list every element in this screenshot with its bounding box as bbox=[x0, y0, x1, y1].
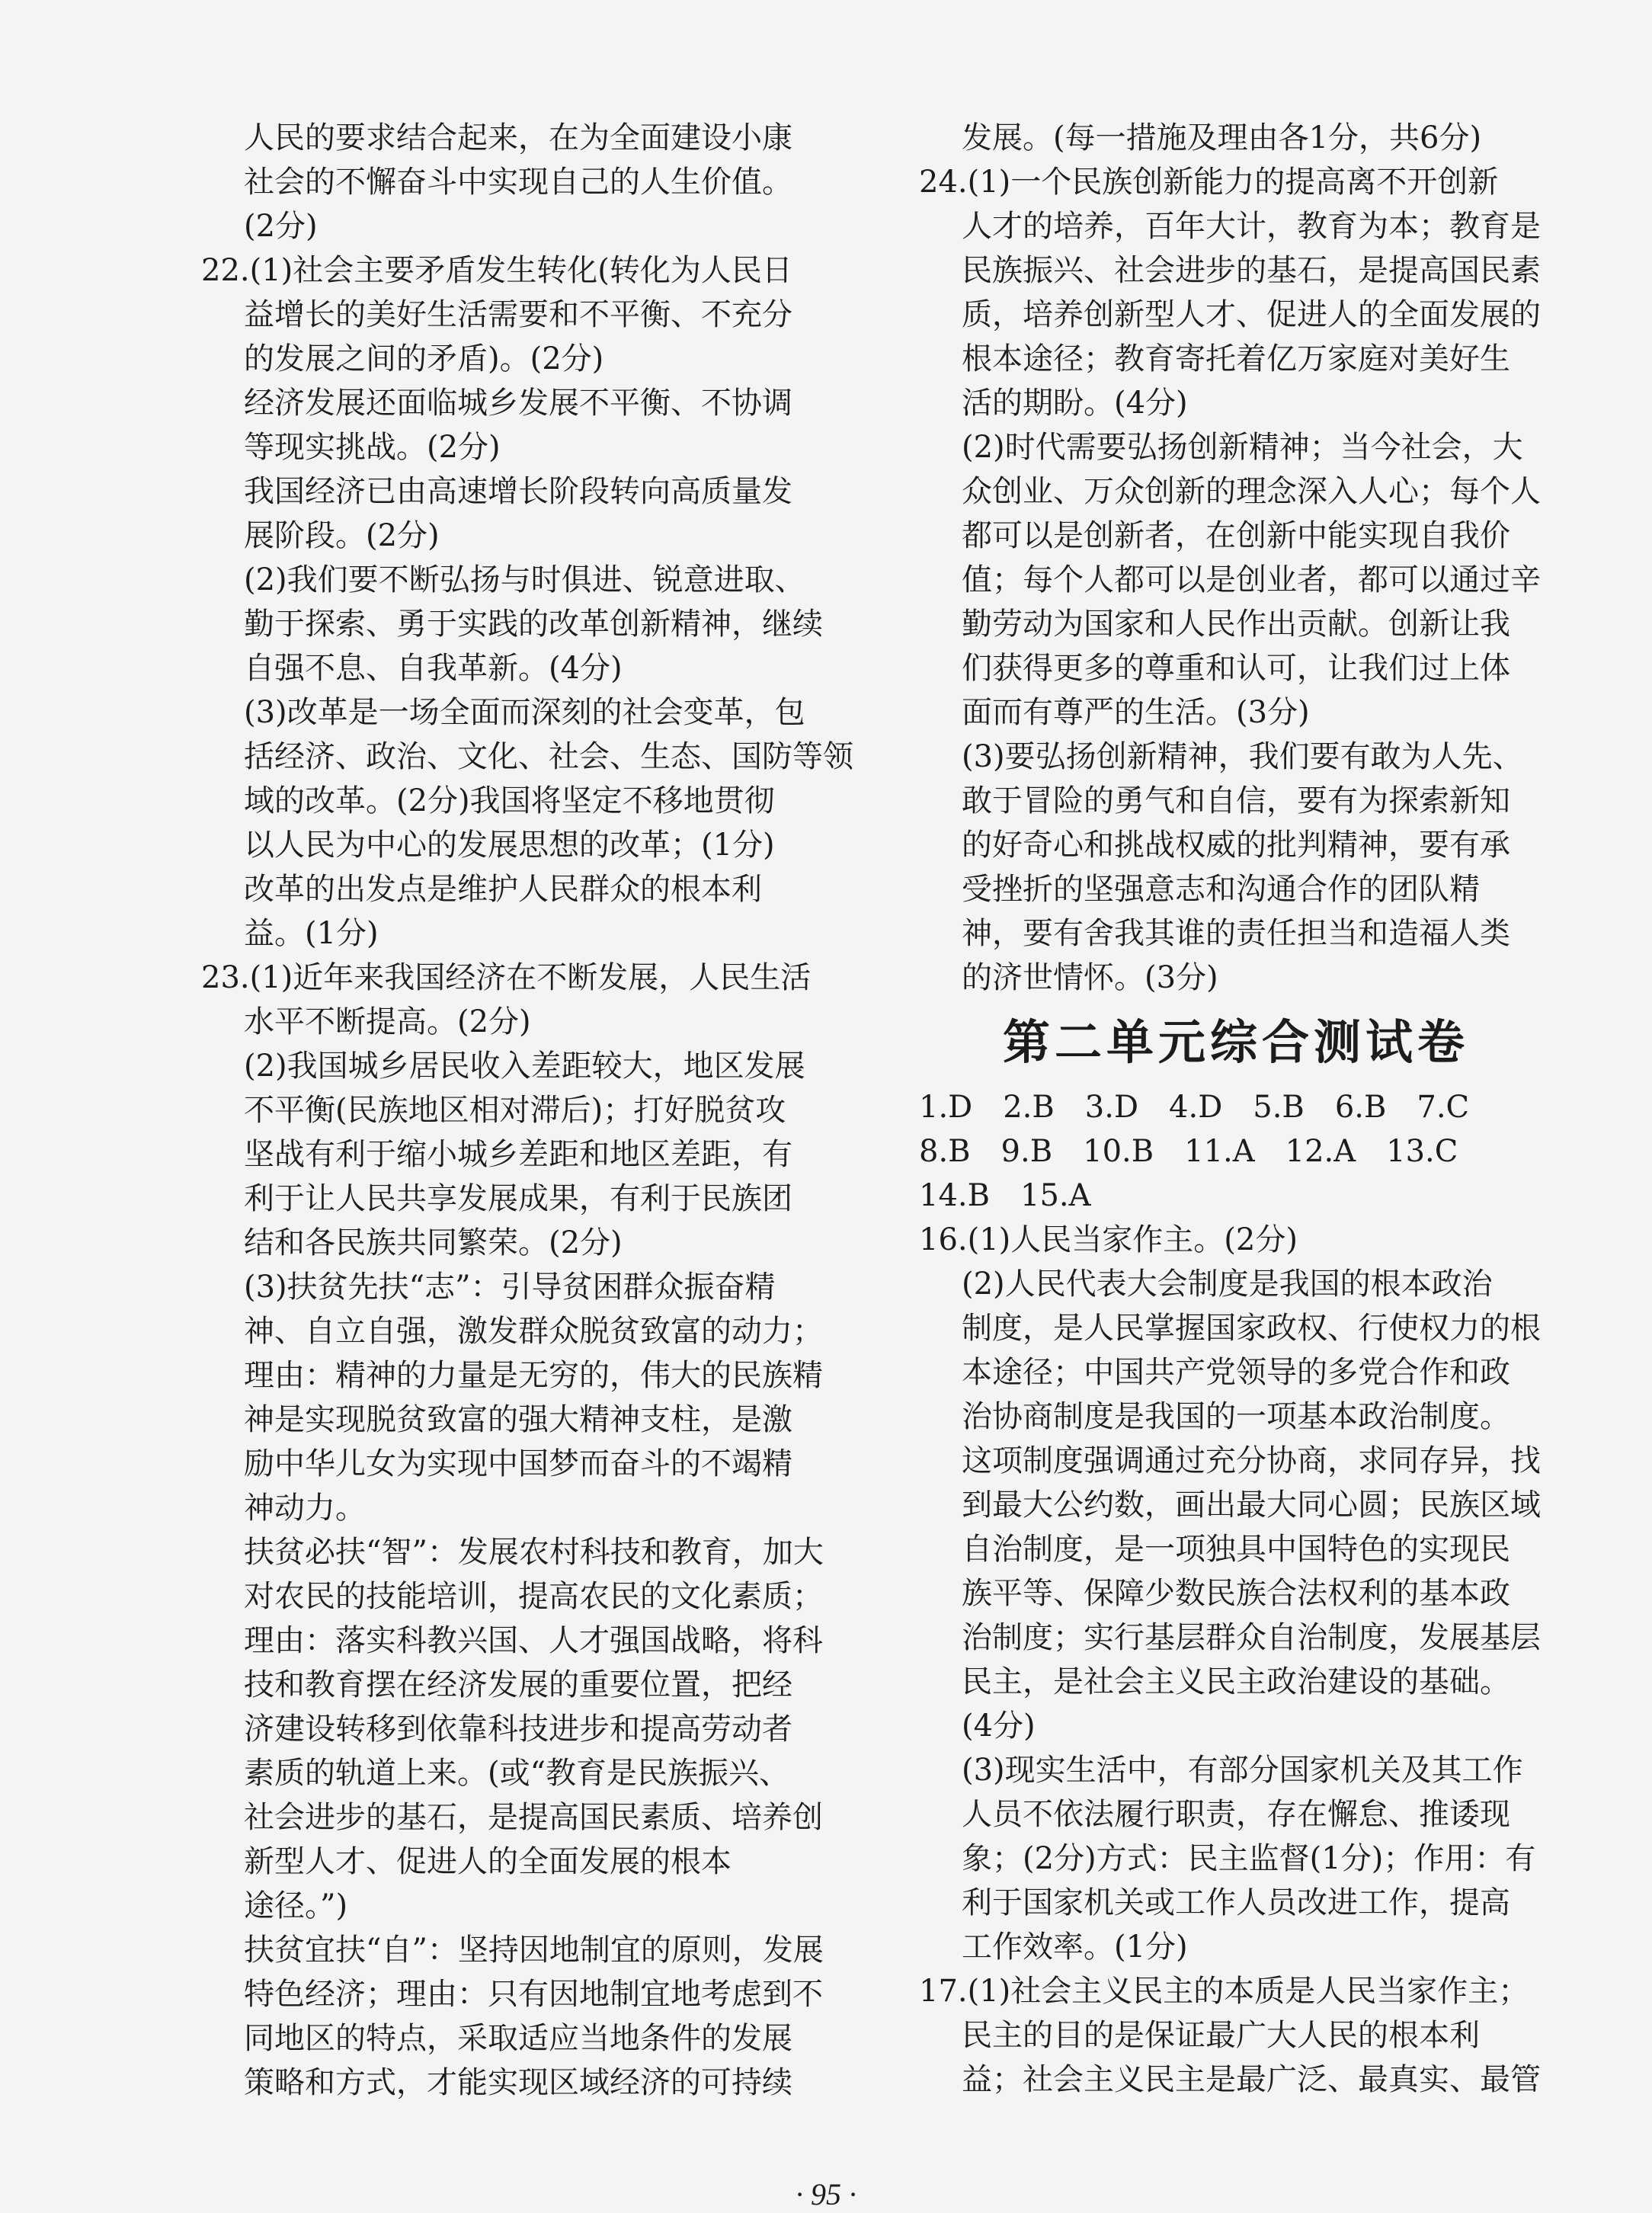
answer-line: 括经济、政治、文化、社会、生态、国防等领 bbox=[244, 739, 853, 774]
answer-line: 社会的不懈奋斗中实现自己的人生价值。 bbox=[244, 165, 792, 200]
answer-line: 益。(1分) bbox=[244, 916, 379, 951]
answer-line: 族平等、保障少数民族合法权利的基本政 bbox=[962, 1576, 1510, 1611]
answer-line: 改革的出发点是维护人民群众的根本利 bbox=[244, 872, 762, 907]
answer-line: 等现实挑战。(2分) bbox=[244, 430, 501, 465]
answer-line: 的好奇心和挑战权威的批判精神，要有承 bbox=[962, 828, 1510, 863]
answer-line: 人民的要求结合起来，在为全面建设小康 bbox=[244, 120, 792, 155]
answer-line: 不平衡(民族地区相对滞后)；打好脱贫攻 bbox=[244, 1093, 786, 1128]
answer-line: 扶贫宜扶“自”：坚持因地制宜的原则，发展 bbox=[244, 1933, 824, 1968]
answer-line: 同地区的特点，采取适应当地条件的发展 bbox=[244, 2021, 792, 2056]
answer-line: 策略和方式，才能实现区域经济的可持续 bbox=[244, 2065, 792, 2100]
answer-line: (3)要弘扬创新精神，我们要有敢为人先、 bbox=[962, 739, 1523, 774]
answer-line: 治制度；实行基层群众自治制度，发展基层 bbox=[962, 1620, 1541, 1655]
answer-line: 理由：精神的力量是无穷的，伟大的民族精 bbox=[244, 1358, 823, 1393]
answer-line: 象；(2分)方式：民主监督(1分)；作用：有 bbox=[962, 1841, 1536, 1876]
answer-line: 对农民的技能培训，提高农民的文化素质； bbox=[244, 1579, 823, 1614]
answer-line: 勤于探索、勇于实践的改革创新精神，继续 bbox=[244, 607, 823, 642]
section-title: 第二单元综合测试卷 bbox=[1002, 1014, 1469, 1070]
answer-line: (3)改革是一场全面而深刻的社会变革，包 bbox=[244, 695, 805, 730]
answer-line: 治协商制度是我国的一项基本政治制度。 bbox=[962, 1399, 1510, 1434]
answer-line: 水平不断提高。(2分) bbox=[244, 1004, 531, 1039]
answer-line: (2)时代需要弘扬创新精神；当今社会，大 bbox=[962, 430, 1523, 465]
answer-line: 人员不依法履行职责，存在懈怠、推诿现 bbox=[962, 1797, 1510, 1832]
answer-line: 们获得更多的尊重和认可，让我们过上体 bbox=[962, 651, 1510, 686]
answer-line: 面而有尊严的生活。(3分) bbox=[962, 695, 1310, 730]
answer-line: 民主，是社会主义民主政治建设的基础。 bbox=[962, 1664, 1510, 1699]
answer-line: 活的期盼。(4分) bbox=[962, 386, 1188, 421]
answer-line: 扶贫必扶“智”：发展农村科技和教育，加大 bbox=[244, 1535, 824, 1570]
right-column-answers-top bbox=[919, 116, 1541, 1000]
answer-line: 技和教育摆在经济发展的重要位置，把经 bbox=[244, 1667, 792, 1702]
answer-line: 途径。”) bbox=[244, 1888, 348, 1923]
answer-line: 本途径；中国共产党领导的多党合作和政 bbox=[962, 1355, 1510, 1390]
answer-line: 素质的轨道上来。(或“教育是民族振兴、 bbox=[244, 1756, 790, 1791]
answer-line: 济建设转移到依靠科技进步和提高劳动者 bbox=[244, 1712, 792, 1747]
answer-line: 质，培养创新型人才、促进人的全面发展的 bbox=[962, 297, 1541, 332]
answer-line: 到最大公约数，画出最大同心圆；民族区域 bbox=[962, 1488, 1541, 1523]
answer-line: 新型人才、促进人的全面发展的根本 bbox=[244, 1844, 732, 1879]
answer-line: 我国经济已由高速增长阶段转向高质量发 bbox=[244, 474, 792, 509]
answer-line: 以人民为中心的发展思想的改革；(1分) bbox=[244, 828, 775, 863]
answer-line: 利于让人民共享发展成果，有利于民族团 bbox=[244, 1181, 792, 1216]
answer-line: 民主的目的是保证最广大人民的根本利 bbox=[962, 2018, 1480, 2053]
answer-line: 工作效率。(1分) bbox=[962, 1930, 1188, 1965]
answer-line: (2分) bbox=[244, 209, 318, 244]
answer-line: 值；每个人都可以是创业者，都可以通过辛 bbox=[962, 562, 1541, 597]
answer-line: 都可以是创新者，在创新中能实现自我价 bbox=[962, 518, 1510, 553]
right-column bbox=[919, 116, 1541, 2102]
answer-line: 理由：落实科教兴国、人才强国战略，将科 bbox=[244, 1623, 823, 1658]
answer-line: 神动力。 bbox=[244, 1491, 366, 1526]
answer-line: 这项制度强调通过充分协商，求同存异，找 bbox=[962, 1443, 1541, 1478]
answer-line: 神、自立自强，激发群众脱贫致富的动力； bbox=[244, 1314, 823, 1349]
answer-line: 域的改革。(2分)我国将坚定不移地贯彻 bbox=[244, 783, 775, 818]
answer-line: (2)我们要不断弘扬与时俱进、锐意进取、 bbox=[244, 562, 805, 597]
answer-line: 社会进步的基石，是提高国民素质、培养创 bbox=[244, 1800, 823, 1835]
question-answer-start: 24.(1)一个民族创新能力的提高离不开创新 bbox=[919, 165, 1499, 200]
answer-line: (3)现实生活中，有部分国家机关及其工作 bbox=[962, 1753, 1523, 1788]
right-column-answers-bottom bbox=[919, 1085, 1541, 2102]
answer-line: 民族振兴、社会进步的基石，是提高国民素 bbox=[962, 253, 1541, 288]
answer-line: 自治制度，是一项独具中国特色的实现民 bbox=[962, 1532, 1510, 1567]
answer-line: 根本途径；教育寄托着亿万家庭对美好生 bbox=[962, 341, 1510, 376]
question-answer-start: 22.(1)社会主要矛盾发生转化(转化为人民日 bbox=[201, 253, 792, 288]
answer-line: 敢于冒险的勇气和自信，要有为探索新知 bbox=[962, 783, 1510, 818]
answer-line: 坚战有利于缩小城乡差距和地区差距，有 bbox=[244, 1137, 792, 1172]
answer-line: 益；社会主义民主是最广泛、最真实、最管 bbox=[962, 2062, 1541, 2097]
answer-line: 结和各民族共同繁荣。(2分) bbox=[244, 1225, 623, 1260]
question-answer-start: 17.(1)社会主义民主的本质是人民当家作主； bbox=[919, 1974, 1529, 2009]
answer-line: 自强不息、自我革新。(4分) bbox=[244, 651, 623, 686]
answer-line: 8.B 9.B 10.B 11.A 12.A 13.C bbox=[919, 1134, 1458, 1169]
answer-line: 14.B 15.A bbox=[919, 1178, 1091, 1213]
question-answer-start: 23.(1)近年来我国经济在不断发展，人民生活 bbox=[201, 960, 812, 995]
answer-line: 的济世情怀。(3分) bbox=[962, 960, 1218, 995]
answer-line: 制度，是人民掌握国家政权、行使权力的根 bbox=[962, 1311, 1541, 1346]
answer-line: 神，要有舍我其谁的责任担当和造福人类 bbox=[962, 916, 1510, 951]
page-number: · 95 · bbox=[796, 2177, 856, 2211]
answer-line: (3)扶贫先扶“志”：引导贫困群众振奋精 bbox=[244, 1270, 776, 1305]
answer-line: 展阶段。(2分) bbox=[244, 518, 440, 553]
answer-line: 的发展之间的矛盾)。(2分) bbox=[244, 341, 604, 376]
answer-line: 益增长的美好生活需要和不平衡、不充分 bbox=[244, 297, 792, 332]
question-answer-start: 16.(1)人民当家作主。(2分) bbox=[919, 1222, 1298, 1257]
answer-line: (2)人民代表大会制度是我国的根本政治 bbox=[962, 1267, 1493, 1302]
answer-line: 发展。(每一措施及理由各1分，共6分) bbox=[962, 120, 1482, 155]
answer-line: 特色经济；理由：只有因地制宜地考虑到不 bbox=[244, 1977, 823, 2012]
answer-line: (4分) bbox=[962, 1709, 1036, 1744]
answer-line: 勤劳动为国家和人民作出贡献。创新让我 bbox=[962, 607, 1510, 642]
answer-line: 众创业、万众创新的理念深入人心；每个人 bbox=[962, 474, 1541, 509]
answer-line: 励中华儿女为实现中国梦而奋斗的不竭精 bbox=[244, 1446, 792, 1481]
left-column bbox=[201, 116, 853, 2105]
answer-line: 利于国家机关或工作人员改进工作，提高 bbox=[962, 1885, 1510, 1920]
answer-line: 神是实现脱贫致富的强大精神支柱，是激 bbox=[244, 1402, 792, 1437]
answer-line: (2)我国城乡居民收入差距较大，地区发展 bbox=[244, 1049, 805, 1084]
answer-line: 人才的培养，百年大计，教育为本；教育是 bbox=[962, 209, 1541, 244]
answer-line: 经济发展还面临城乡发展不平衡、不协调 bbox=[244, 386, 792, 421]
answer-line: 1.D 2.B 3.D 4.D 5.B 6.B 7.C bbox=[919, 1090, 1470, 1125]
answer-line: 受挫折的坚强意志和沟通合作的团队精 bbox=[962, 872, 1480, 907]
